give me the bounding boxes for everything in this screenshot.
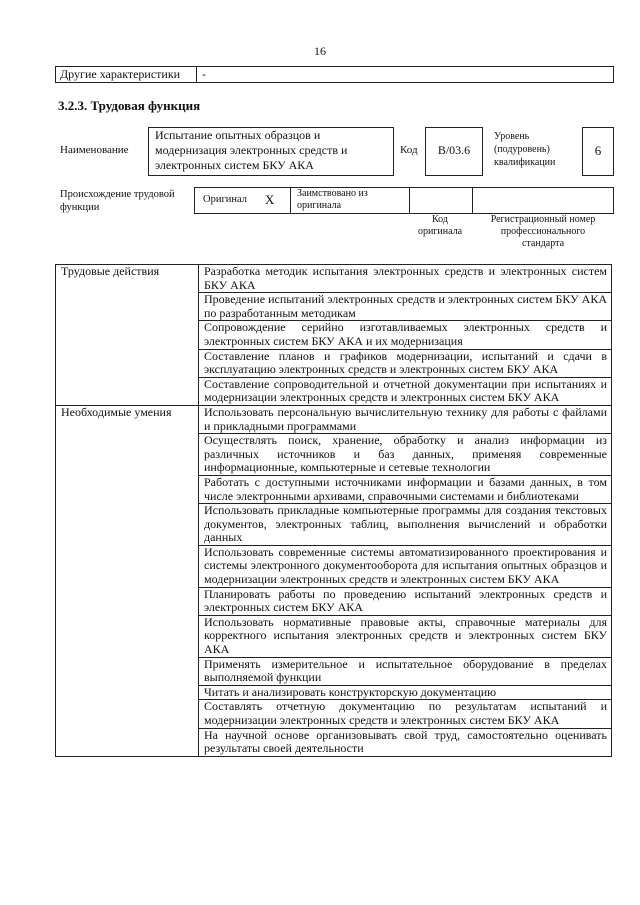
function-name-value: Испытание опытных образцов и модернизация электронных средств и электронных систем БКУ АКА <box>155 128 348 172</box>
original-mark: X <box>265 192 275 207</box>
code-box <box>425 127 483 176</box>
section-item: Работать с доступными источниками информации и базами данных, в том числе электронными архивами, справочными системами и библиотеками <box>199 475 612 503</box>
section-item: Использовать персональную вычислительную технику для работы с файлами и прикладными программами <box>199 405 612 433</box>
section-item: На научной основе организовывать свой труд, самостоятельно оценивать результаты своей деятельности <box>199 728 612 756</box>
level-box <box>582 127 614 176</box>
section-item: Планировать работы по проведению испытаний электронных средств и электронных систем БКУ АКА <box>199 587 612 615</box>
section-item: Сопровождение серийно изготавливаемых электронных средств и электронных систем БКУ АКА и их модернизация <box>199 321 612 349</box>
section-item: Использовать современные системы автоматизированного проектирования и системы электронного документооборота для испытания опытных образцов и модернизации электронных средств и электронных систем БКУ АКА <box>199 545 612 587</box>
other-characteristics-value: - <box>202 67 206 81</box>
section-item: Читать и анализировать конструкторскую документацию <box>199 685 612 700</box>
function-details-table <box>55 264 612 757</box>
other-characteristics-row <box>55 66 614 83</box>
code-label: Код <box>400 144 418 156</box>
table-row <box>56 265 612 293</box>
name-label: Наименование <box>60 144 129 156</box>
function-name-box <box>148 127 394 176</box>
origin-table <box>194 187 614 214</box>
code-value: B/03.6 <box>437 143 471 157</box>
section-title: 3.2.3. Трудовая функция <box>58 98 201 113</box>
section-heading: Необходимые умения <box>56 405 199 756</box>
section-item: Осуществлять поиск, хранение, обработку и анализ информации из различных источников и баз данных, применяя современные информационные, компьютерные и сетевые технологии <box>199 434 612 476</box>
section-item: Использовать прикладные компьютерные программы для создания текстовых документов, электронных таблиц, выполнения вычислений и обработки данных <box>199 504 612 546</box>
section-item: Составление сопроводительной и отчетной документации при испытаниях и модернизации электронных средств и электронных систем БКУ АКА <box>199 377 612 405</box>
page-number: 16 <box>314 44 326 58</box>
section-item: Использовать нормативные правовые акты, справочные материалы для корректного испытания электронных средств и электронных систем БКУ АКА <box>199 615 612 657</box>
section-item: Составление планов и графиков модернизации, испытаний и сдачи в эксплуатацию электронных средств и электронных систем БКУ АКА <box>199 349 612 377</box>
origin-label: Происхождение трудовой функции <box>60 189 175 213</box>
table-row <box>56 405 612 433</box>
section-item: Применять измерительное и испытательное оборудование в пределах выполняемой функции <box>199 657 612 685</box>
other-characteristics-label: Другие характеристики <box>60 67 181 81</box>
section-item: Проведение испытаний электронных средств и электронных систем БКУ АКА по разработанным методикам <box>199 293 612 321</box>
original-code-caption: Код оригинала <box>417 214 463 237</box>
borrowed-label: Заимствовано из оригинала <box>297 188 368 211</box>
registration-number-caption: Регистрационный номер профессионального стандарта <box>490 214 596 249</box>
level-label: Уровень (подуровень) квалификации <box>494 131 556 168</box>
section-item: Составлять отчетную документацию по результатам испытаний и модернизации электронных средств и электронных систем БКУ АКА <box>199 700 612 728</box>
section-heading: Трудовые действия <box>56 265 199 406</box>
original-label: Оригинал <box>203 194 247 205</box>
section-item: Разработка методик испытания электронных средств и электронных систем БКУ АКА <box>199 265 612 293</box>
level-value: 6 <box>594 143 602 158</box>
